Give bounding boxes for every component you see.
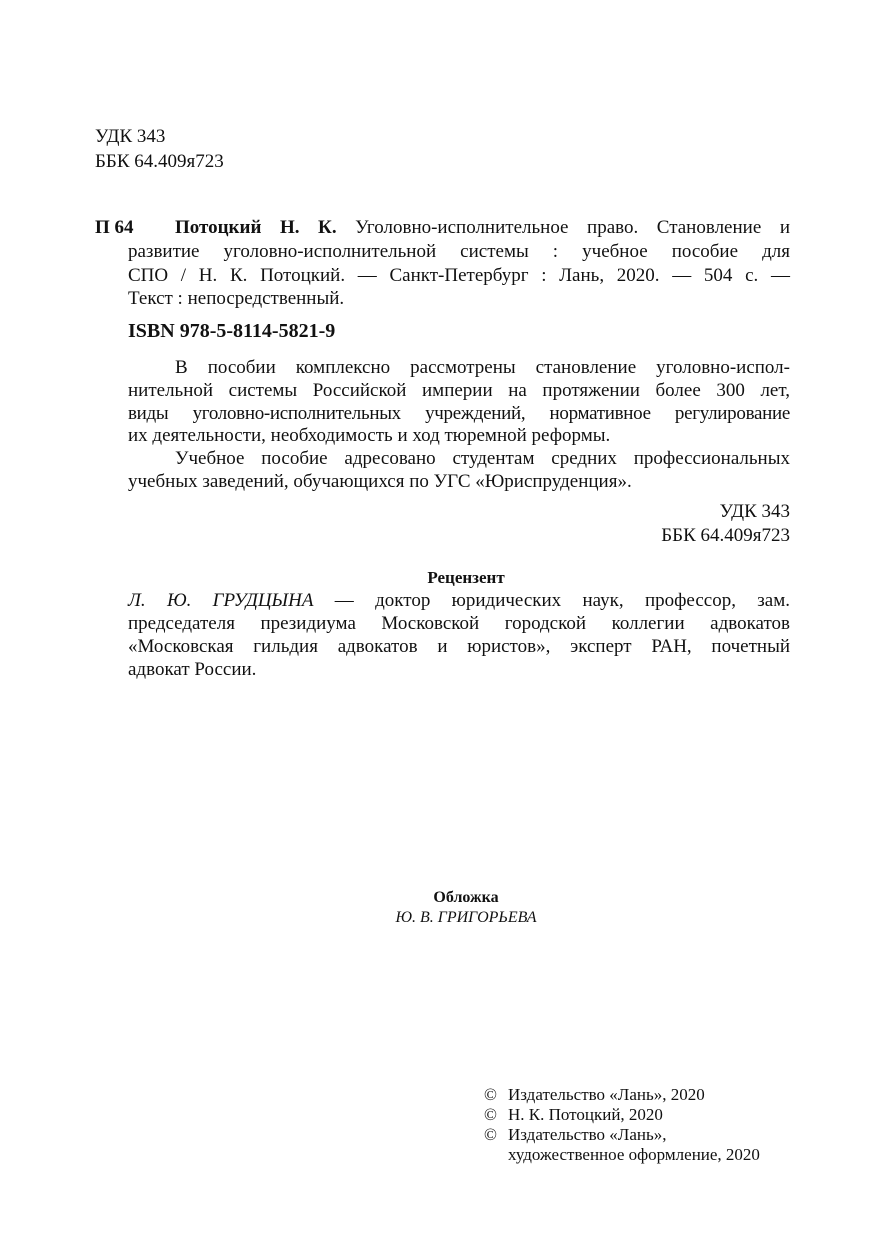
copyright-icon: ©: [484, 1085, 497, 1104]
abstract-line: В пособии комплексно рассмотрены становление уголовно-испол-: [175, 357, 790, 378]
copyright-line: © Н. К. Потоцкий, 2020: [484, 1105, 663, 1124]
reviewer-line-1: Л. Ю. ГРУДЦЫНА — доктор юридических наук, профессор, зам.: [128, 590, 790, 611]
entry-code: П 64: [95, 217, 134, 238]
abstract-line: учебных заведений, обучающихся по УГС «Юриспруденция».: [128, 471, 632, 492]
abstract-line: Учебное пособие адресовано студентам средних профессиональных: [175, 448, 790, 469]
udk-right: УДК 343: [719, 501, 790, 522]
udk-top: УДК 343: [95, 126, 166, 147]
bbk-right: ББК 64.409я723: [661, 525, 790, 546]
entry-line-3: СПО / Н. К. Потоцкий. — Санкт-Петербург : Лань, 2020. — 504 с. —: [128, 265, 790, 286]
isbn: ISBN 978-5-8114-5821-9: [128, 320, 336, 342]
abstract-line: виды уголовно-исполнительных учреждений, нормативное регулирование: [128, 403, 790, 424]
copyright-line: © Издательство «Лань», 2020: [484, 1085, 705, 1104]
entry-author: Потоцкий Н. К.: [175, 217, 337, 238]
reviewer-line-2: председателя президиума Московской городской коллегии адвокатов: [128, 613, 790, 634]
copyright-icon: ©: [484, 1125, 497, 1144]
bbk-top: ББК 64.409я723: [95, 151, 224, 172]
cover-heading: Обложка: [433, 889, 499, 906]
reviewer-line-3: «Московская гильдия адвокатов и юристов», эксперт РАН, почетный: [128, 636, 790, 657]
reviewer-heading: Рецензент: [427, 568, 505, 587]
entry-line-2: развитие уголовно-исполнительной системы : учебное пособие для: [128, 241, 790, 262]
entry-line-1: Потоцкий Н. К. Уголовно-исполнительное право. Становление и: [175, 217, 790, 238]
copyright-line: © Издательство «Лань»,: [484, 1125, 667, 1144]
cover-designer: Ю. В. ГРИГОРЬЕВА: [395, 909, 537, 926]
reviewer-name: Л. Ю. ГРУДЦЫНА: [128, 590, 314, 611]
reviewer-line-4: адвокат России.: [128, 659, 257, 680]
copyright-line: художественное оформление, 2020: [508, 1145, 760, 1164]
copyright-icon: ©: [484, 1105, 497, 1124]
abstract-line: их деятельности, необходимость и ход тюремной реформы.: [128, 425, 611, 446]
abstract-line: нительной системы Российской империи на протяжении более 300 лет,: [128, 380, 790, 401]
entry-line-4: Текст : непосредственный.: [128, 288, 345, 309]
